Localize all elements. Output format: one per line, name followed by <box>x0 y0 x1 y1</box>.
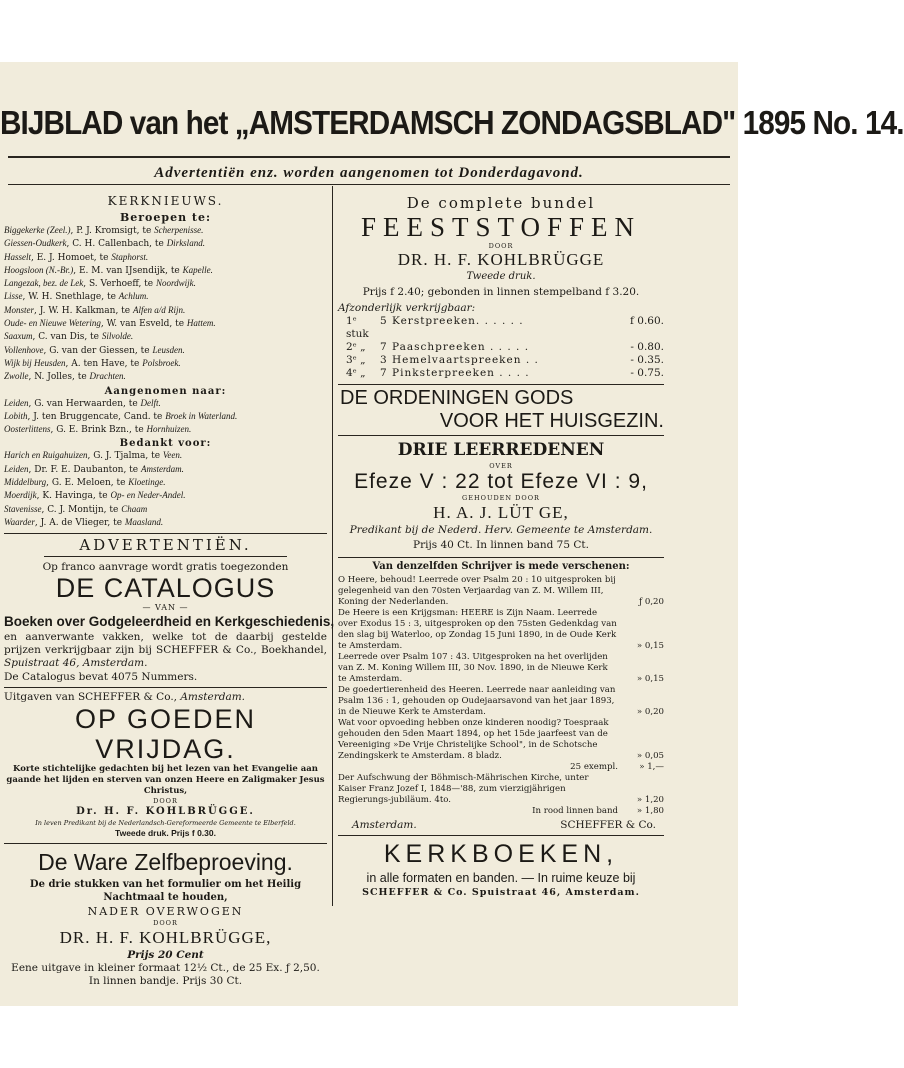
list-item: Hoogsloon (N.-Br.), E. M. van IJsendijk, te Kapelle. <box>4 264 213 276</box>
left-column <box>4 186 335 988</box>
feest-intro: De complete bundel <box>406 194 596 212</box>
list-item: Der Aufschwung der Böhmisch-Mährischen Kirche, unter Kaiser Franz Jozef I, 1848—'88, zum vierzigjährigen Regierungs-jubiläum. 4to. » 1,20 <box>338 773 664 805</box>
list-item: Harich en Ruigahuizen, G. J. Tjalma, te Veen. <box>4 450 183 462</box>
divider <box>44 556 287 557</box>
leerredenen-author: H. A. J. LÜT GE, <box>433 503 569 522</box>
list-item: Leiden, G. van Herwaarden, te Delft. <box>4 397 161 409</box>
other-works-heading: Van denzelfden Schrijver is mede verschenen: <box>372 561 630 572</box>
feest-edition: Tweede druk. <box>466 271 536 282</box>
feest-parts <box>338 315 664 380</box>
newspaper-page <box>0 62 904 1006</box>
catalogus-van: — VAN — <box>142 603 189 613</box>
subheading-rule <box>8 184 730 185</box>
zelfbeproeving-subtitle: De drie stukken van het formulier om het Heilig Nachtmaal te houden, <box>29 879 302 904</box>
list-item: Saaxum, C. van Dis, te Silvolde. <box>4 331 134 343</box>
vrijdag-title: OP GOEDEN VRIJDAG. <box>74 704 257 765</box>
list-item: Giessen-Oudkerk, C. H. Callenbach, te Dirksland. <box>4 238 205 250</box>
list-item: Stavenisse, C. J. Montijn, te Chaam <box>4 503 148 515</box>
aangenomen-list <box>4 397 327 437</box>
masthead: BIJBLAD van het „AMSTERDAMSCH ZONDAGSBLAD" 1895 No. 14. <box>0 104 904 141</box>
catalogus-title: DE CATALOGUS <box>55 573 276 604</box>
leerredenen-title: DRIE LEERREDENEN <box>397 440 605 460</box>
list-item: Hasselt, E. J. Homoet, te Staphorst. <box>4 251 149 263</box>
list-item: In rood linnen band » 1,80 <box>532 806 664 816</box>
beroepen-list <box>4 224 327 384</box>
subheading: Advertentiën enz. worden aangenomen tot Donderdagavond. <box>154 165 584 181</box>
leerredenen-author-title: Predikant bij de Nederd. Herv. Gemeente te Amsterdam. <box>349 524 653 536</box>
list-item: Oude- en Nieuwe Wetering, W. van Esveld, te Hattem. <box>4 318 216 330</box>
divider <box>338 557 664 558</box>
list-item: Lisse, W. H. Snethlage, te Achlum. <box>4 291 149 303</box>
feest-separate: Afzonderlijk verkrijgbaar: <box>338 302 476 314</box>
list-item: Leerrede over Psalm 107 : 43. Uitgesproken na het overlijden van Z. M. Koning Willem III, 30 Nov. 1890, in de Nieuwe Kerk te Amsterdam. » 0,15 <box>338 652 664 684</box>
part-row: 4ᵉ „ 7 Pinksterpreeken . . . . - 0.75. <box>346 367 664 379</box>
divider <box>4 843 327 844</box>
vrijdag-edition: Tweede druk. Prijs f 0.30. <box>115 828 216 839</box>
zelfbeproeving-details: Eene uitgave in kleiner formaat 12½ Ct., de 25 Ex. ƒ 2,50. <box>11 962 320 975</box>
leerredenen-price: Prijs 40 Ct. In linnen band 75 Ct. <box>413 539 589 551</box>
advertentien-heading: ADVERTENTIËN. <box>79 536 252 555</box>
zelfbeproeving-title: De Ware Zelfbeproeving. <box>38 849 293 876</box>
list-item: Leiden, Dr. F. E. Daubanton, te Amsterdam. <box>4 463 184 475</box>
bedankt-list <box>4 449 327 529</box>
vrijdag-door: DOOR <box>153 797 178 806</box>
list-item: Waarder, J. A. de Vlieger, te Maasland. <box>4 516 164 528</box>
catalogus-intro: Op franco aanvrage wordt gratis toegezonden <box>42 561 289 574</box>
feest-author: DR. H. F. KOHLBRÜGGE <box>397 250 605 269</box>
vrijdag-author-title: In leven Predikant bij de Nederlandsch-Gereformeerde Gemeente te Elberfeld. <box>35 819 296 828</box>
part-row: 3ᵉ „ 3 Hemelvaartspreeken . . - 0.35. <box>346 354 664 366</box>
leerredenen-text: Efeze V : 22 tot Efeze VI : 9, <box>354 470 648 493</box>
list-item: 25 exempl. » 1,— <box>570 762 664 772</box>
other-works-list <box>338 575 664 817</box>
zelfbeproeving-author: DR. H. F. KOHLBRÜGGE, <box>59 928 272 948</box>
zelfbeproeving-price: Prijs 20 Cent <box>127 949 204 962</box>
leerredenen-over: OVER <box>489 462 513 470</box>
list-item: Zwolle, N. Jolles, te Drachten. <box>4 371 126 383</box>
divider <box>338 835 664 836</box>
catalogus-count: De Catalogus bevat 4075 Nummers. <box>4 671 198 684</box>
list-item: Wat voor opvoeding hebben onze kinderen noodig? Toespraak gehouden den 5den Maart 1894, op het 15de jaarfeest van de Vereeniging »De Vrije Christelijke School", in de Schotsche Zendingskerk te Amsterdam. 8 bladz. » 0,05 <box>338 718 664 761</box>
divider <box>4 687 327 688</box>
list-item: Moerdijk, K. Havinga, te Op- en Neder-Andel. <box>4 490 186 502</box>
list-item: Langezak, bez. de Lek, S. Verhoeff, te Noordwijk. <box>4 278 196 290</box>
right-column <box>338 186 664 986</box>
list-item: Oosterlittens, G. E. Brink Bzn., te Hornhuizen. <box>4 424 192 436</box>
leerredenen-gehouden: GEHOUDEN DOOR <box>462 494 540 502</box>
ordeningen-line1: DE ORDENINGEN GODS <box>340 387 574 409</box>
beroepen-heading: Beroepen te: <box>119 211 212 224</box>
list-item: De goedertierenheid des Heeren. Leerrede naar aanleiding van Psalm 136 : 1, gehouden op Oudejaarsavond van het jaar 1893, in de Nieuwe Kerk te Amsterdam. » 0,20 <box>338 685 664 717</box>
kerknieuws-heading: KERKNIEUWS. <box>107 194 224 208</box>
feest-title: FEESTSTOFFEN <box>360 212 642 242</box>
uitgaven-line: Uitgaven van SCHEFFER & Co., Amsterdam. <box>4 691 245 704</box>
divider <box>338 435 664 436</box>
list-item: Lobith, J. ten Bruggencate, Cand. te Broek in Waterland. <box>4 410 238 422</box>
list-item: De Heere is een Krijgsman: HEERE is Zijn Naam. Leerrede over Exodus 15 : 3, uitgesproken op den 75sten Gedenkdag van den slag bij Waterloo, op Zondag 15 Juni 1890, in de Oude Kerk te Amsterdam. » 0,15 <box>338 608 664 651</box>
part-row: 1ᵉ stuk 5 Kerstpreeken. . . . . . f 0.60. <box>346 315 664 340</box>
divider <box>338 384 664 385</box>
kerkboeken-line: in alle formaten en banden. — In ruime keuze bij <box>366 871 636 885</box>
column-separator <box>332 186 333 906</box>
zelfbeproeving-linnen: In linnen bandje. Prijs 30 Ct. <box>88 975 243 988</box>
list-item: Biggekerke (Zeel.), P. J. Kromsigt, te Scherpenisse. <box>4 225 204 236</box>
divider <box>4 533 327 534</box>
list-item: Vollenhove, G. van der Giessen, te Leusden. <box>4 344 185 356</box>
feest-price: Prijs f 2.40; gebonden in linnen stempelband f 3.20. <box>362 286 640 298</box>
vrijdag-author: Dr. H. F. KOHLBRÜGGE. <box>76 806 255 818</box>
kerkboeken-title: KERKBOEKEN, <box>383 840 619 868</box>
feest-door: DOOR <box>488 242 514 250</box>
zelfbeproeving-door: DOOR <box>153 919 178 928</box>
other-works-footer: Amsterdam. SCHEFFER & Co. <box>352 819 656 831</box>
kerkboeken-address: SCHEFFER & Co. Spuistraat 46, Amsterdam. <box>362 887 640 898</box>
catalogus-subject: Boeken over Godgeleerdheid en Kerkgeschiedenis, <box>4 614 335 630</box>
aangenomen-heading: Aangenomen naar: <box>104 385 227 397</box>
list-item: Middelburg, G. E. Meloen, te Kloetinge. <box>4 477 166 489</box>
ordeningen-line2: VOOR HET HUISGEZIN. <box>439 410 664 432</box>
part-row: 2ᵉ „ 7 Paaschpreeken . . . . . - 0.80. <box>346 341 664 353</box>
bedankt-heading: Bedankt voor: <box>119 438 212 450</box>
list-item: O Heere, behoud! Leerrede over Psalm 20 : 10 uitgesproken bij gelegenheid van den 70sten Verjaardag van Z. M. Willem III, Koning der Nederlanden. ƒ 0,20 <box>338 575 664 607</box>
catalogus-body: en aanverwante vakken, welke tot de daarbij gestelde prijzen verkrijgbaar zijn bij SCHEFFER & Co., Boekhandel, Spuistraat 46, Amsterdam. <box>4 631 327 670</box>
list-item: Monster, J. W. H. Kalkman, te Alfen a/d Rijn. <box>4 304 186 316</box>
zelfbeproeving-nader: NADER OVERWOGEN <box>87 905 244 919</box>
vrijdag-subtitle: Korte stichtelijke gedachten bij het lezen van het Evangelie aan gaande het lijden en sterven van onzen Heere en Zaligmaker Jesus Christus, <box>6 764 325 797</box>
masthead-rule <box>8 156 730 158</box>
list-item: Wijk bij Heusden, A. ten Have, te Polsbroek. <box>4 357 181 369</box>
